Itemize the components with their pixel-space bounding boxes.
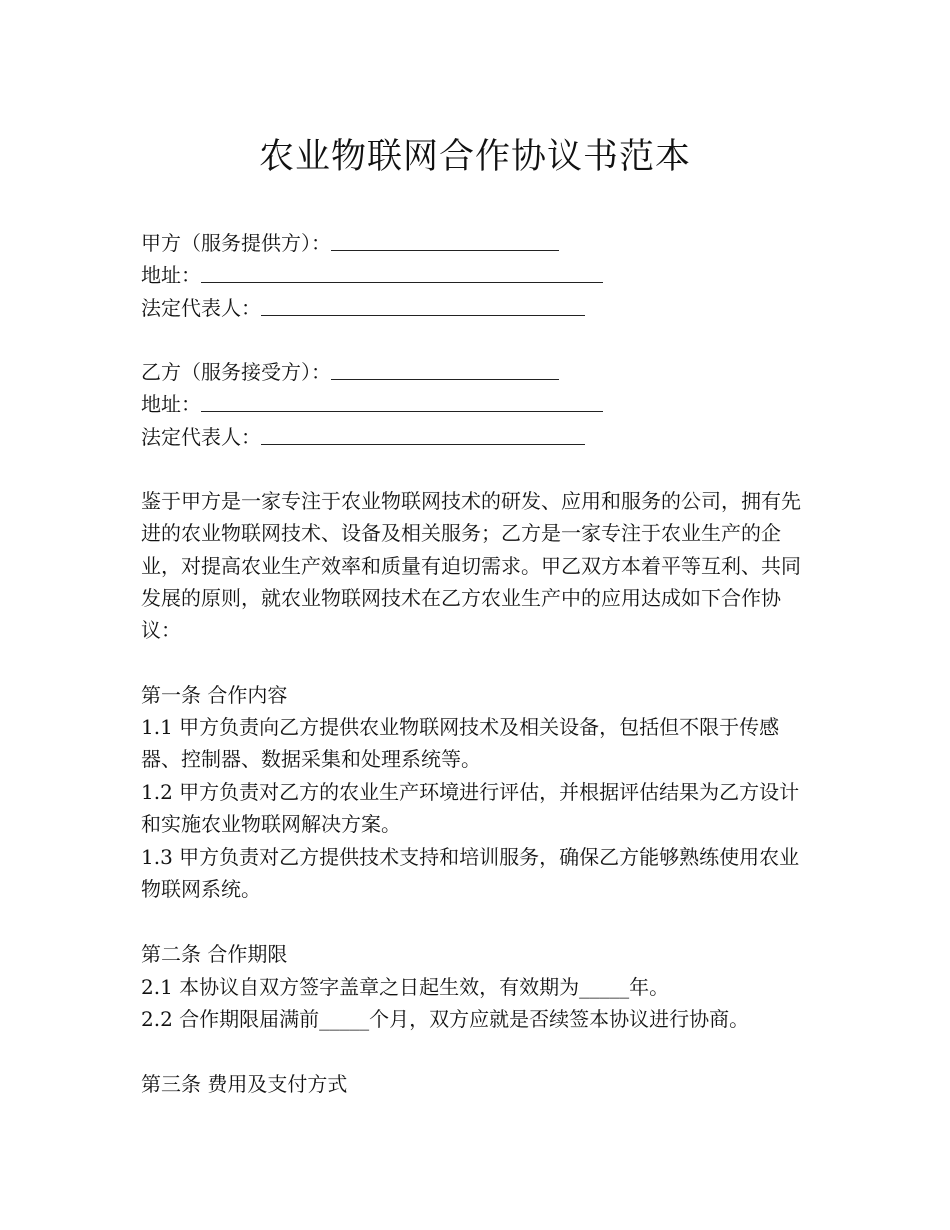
clause-1-1: 1.1 甲方负责向乙方提供农业物联网技术及相关设备，包括但不限于传感器、控制器、数据采集和处理系统等。	[141, 715, 780, 772]
party-b-label: 乙方（服务接受方）：	[141, 360, 331, 384]
party-b-address-label: 地址：	[141, 392, 201, 416]
party-b-line	[141, 356, 559, 388]
clause-2-1: 2.1 本协议自双方签字盖章之日起生效，有效期为_____年。	[141, 975, 670, 999]
party-a-label: 甲方（服务提供方）：	[141, 231, 331, 255]
party-b-address-blank[interactable]	[201, 388, 603, 412]
article-1-heading: 第一条 合作内容	[141, 683, 288, 707]
article-3-heading: 第三条 费用及支付方式	[141, 1072, 348, 1096]
party-b-representative-line	[141, 421, 585, 453]
clause-2-2: 2.2 合作期限届满前_____个月，双方应就是否续签本协议进行协商。	[141, 1007, 750, 1031]
party-a-line	[141, 227, 559, 259]
party-a-address-blank[interactable]	[201, 259, 603, 283]
party-b-representative-label: 法定代表人：	[141, 425, 261, 449]
party-b-representative-blank[interactable]	[261, 421, 585, 445]
party-a-blank[interactable]	[331, 227, 559, 251]
party-a-representative-blank[interactable]	[261, 292, 585, 316]
article-2-heading: 第二条 合作期限	[141, 942, 288, 966]
clause-1-2: 1.2 甲方负责对乙方的农业生产环境进行评估，并根据评估结果为乙方设计和实施农业物联网解决方案。	[141, 780, 800, 837]
party-a-representative-line	[141, 292, 585, 324]
document-title: 农业物联网合作协议书范本	[258, 137, 691, 177]
party-a-address-line	[141, 259, 603, 291]
party-b-blank[interactable]	[331, 356, 559, 380]
party-b-address-line	[141, 388, 603, 420]
party-a-representative-label: 法定代表人：	[141, 296, 261, 320]
preamble-paragraph: 鉴于甲方是一家专注于农业物联网技术的研发、应用和服务的公司，拥有先进的农业物联网技术、设备及相关服务；乙方是一家专注于农业生产的企业，对提高农业生产效率和质量有迫切需求。甲乙双方本着平等互利、共同发展的原则，就农业物联网技术在乙方农业生产中的应用达成如下合作协议：	[141, 489, 801, 643]
clause-1-3: 1.3 甲方负责对乙方提供技术支持和培训服务，确保乙方能够熟练使用农业物联网系统。	[141, 845, 800, 902]
party-a-address-label: 地址：	[141, 263, 201, 287]
